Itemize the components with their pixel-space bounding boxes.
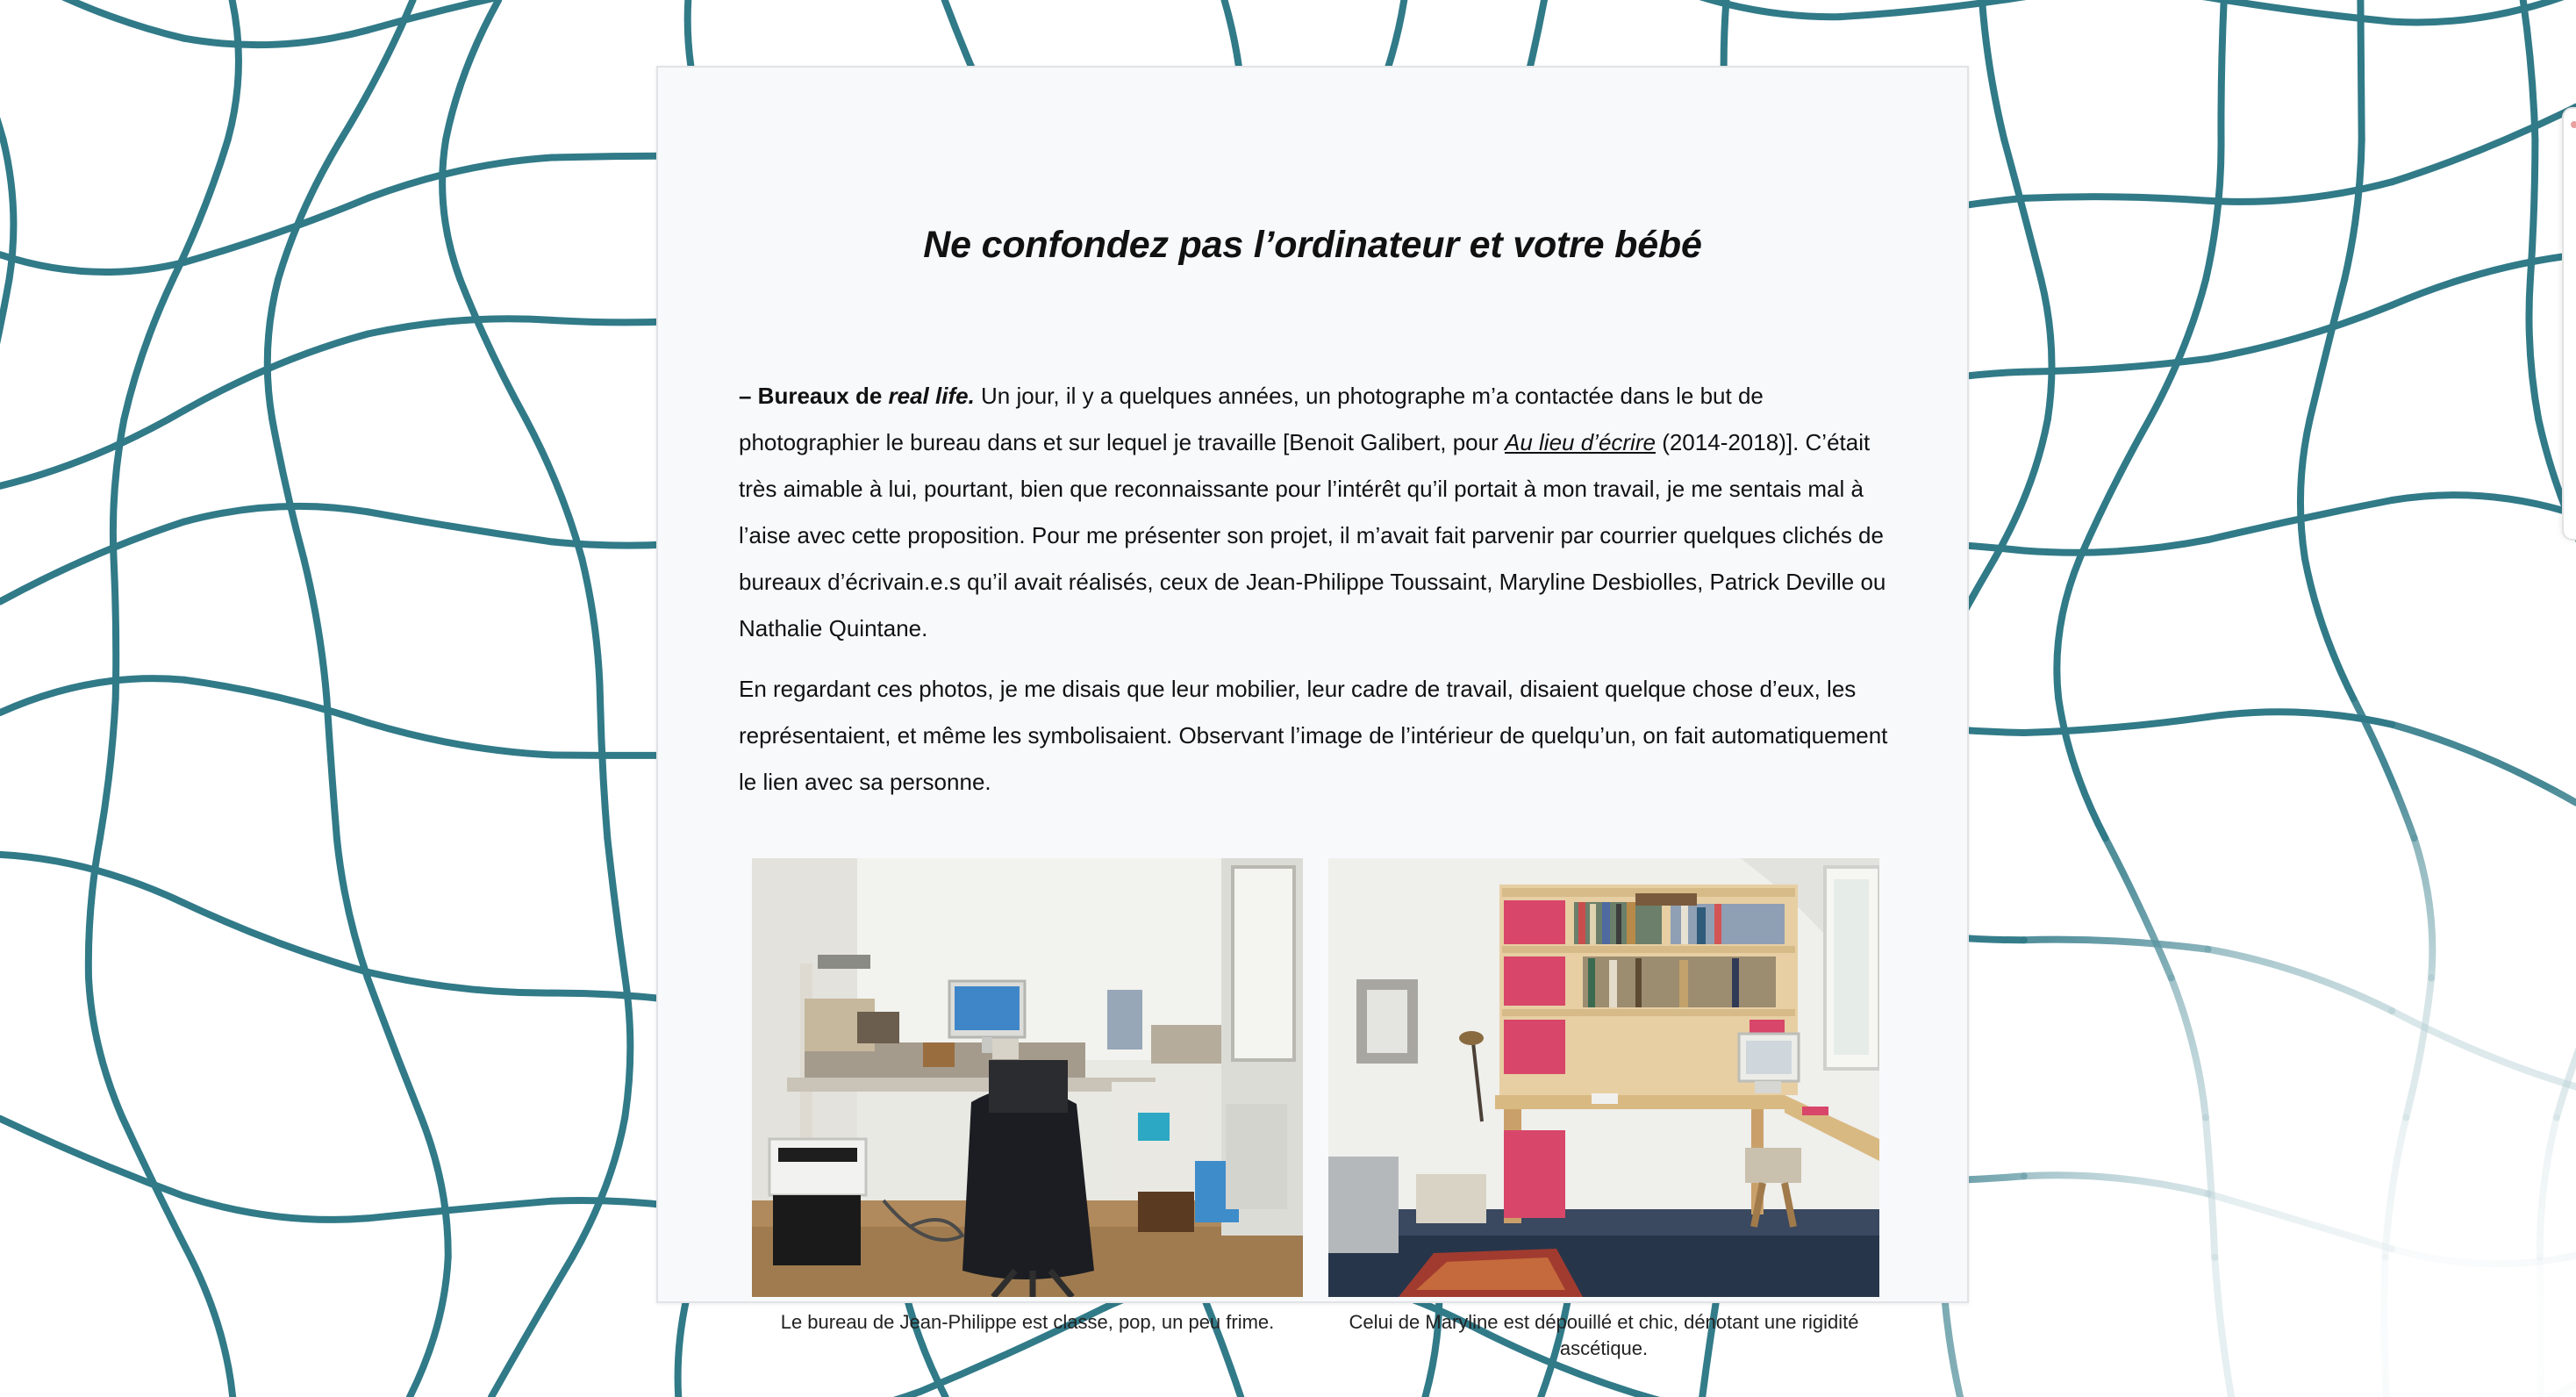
paragraph-1-text-a: Un jour, il y a quelques années, un photographe m’a contactée dans le but de photographier le bureau dans et sur lequel je travaille [Benoit Galibert, pour	[739, 383, 1764, 455]
grid-line	[268, 279, 278, 419]
grid-line	[625, 978, 630, 1117]
photo-bureau-maryline[interactable]	[1328, 858, 1879, 1297]
grid-line	[607, 838, 625, 978]
grid-line	[2530, 140, 2536, 279]
grid-line	[460, 279, 526, 419]
grid-line	[0, 0, 4, 140]
grid-line	[2301, 419, 2310, 559]
grid-line	[123, 1118, 191, 1257]
article-body	[739, 373, 1906, 820]
grid-line	[1994, 419, 2048, 559]
grid-line	[0, 678, 184, 713]
grid-line	[2344, 140, 2362, 279]
grid-line	[184, 1196, 369, 1220]
lead-italic: real life.	[888, 383, 975, 409]
grid-line	[2529, 279, 2538, 419]
grid-line	[368, 512, 552, 541]
grid-line	[2057, 559, 2079, 698]
paragraph-2: En regardant ces photos, je me disais que leur mobilier, leur cadre de travail, disaient quelque chose d’eux, les représentaient, et même les symbolisaient. Observant l’image de l’intérieur de quelqu’un, on fait automatiquement le lien avec sa personne.	[739, 676, 1888, 795]
grid-line	[368, 158, 552, 198]
grid-line	[0, 279, 10, 419]
grid-line	[2079, 419, 2150, 559]
side-panel-tab[interactable]	[2562, 107, 2576, 541]
grid-line	[184, 198, 369, 262]
photo-bureau-jean-philippe[interactable]	[752, 858, 1303, 1297]
paragraph-1-text-b: (2014-2018)]. C’était très aimable à lui, pourtant, bien que reconnaissante pour l’intérêt qu’il portait à mon travail, je me sentais mal à l’aise avec cette proposition. Pour me présenter son projet, il m’avait fait parvenir par courrier quelques clichés de bureaux d’écrivain.e.s qu’il avait réalisés, ceux de Jean-Philippe Toussaint, Maryline Desbiolles, Patrick Deville ou Nathalie Quintane.	[739, 429, 1886, 641]
grid-line	[1982, 0, 2004, 140]
grid-line	[337, 838, 368, 978]
grid-line	[442, 140, 460, 279]
grid-line	[2041, 279, 2051, 419]
grid-line	[410, 1257, 448, 1397]
grid-line	[0, 254, 184, 272]
tab-indicator-icon	[2571, 121, 2576, 128]
lead-bold: – Bureaux de real life.	[739, 383, 975, 409]
grid-line	[368, 0, 552, 30]
grid-line	[184, 30, 369, 45]
grid-line	[2392, 255, 2576, 305]
grid-line	[582, 559, 600, 698]
grid-line	[2206, 140, 2221, 279]
grid-line	[89, 838, 100, 978]
grid-line	[184, 903, 369, 972]
grid-line	[736, 1392, 920, 1397]
grid-line	[1656, 0, 1840, 17]
au-lieu-decrire-link[interactable]: Au lieu d’écrire	[1504, 429, 1656, 455]
grid-line	[368, 1201, 552, 1219]
grid-line	[0, 411, 184, 486]
grid-line	[0, 522, 184, 602]
paragraph-1	[739, 373, 1906, 652]
grid-line	[2208, 182, 2393, 202]
grid-line	[304, 559, 326, 698]
grid-line	[2024, 540, 2208, 553]
grid-line	[572, 1118, 625, 1257]
grid-line	[228, 0, 239, 140]
grid-line	[2004, 140, 2041, 279]
grid-line	[2221, 0, 2223, 140]
figure-toussaint	[752, 858, 1303, 1336]
grid-line	[368, 319, 552, 333]
grid-line	[2208, 0, 2393, 22]
grid-line	[2392, 0, 2576, 22]
grid-line	[272, 419, 304, 559]
article-card	[656, 66, 1969, 1359]
grid-line	[2305, 559, 2353, 698]
article-title: Ne confondez pas l’ordinateur et votre bébé	[923, 224, 1702, 266]
grid-line	[2523, 0, 2536, 140]
grid-line	[368, 723, 552, 756]
grid-line	[0, 0, 184, 39]
grid-line	[114, 559, 117, 698]
grid-line	[190, 1257, 233, 1397]
grid-line	[368, 972, 552, 993]
grid-line	[368, 978, 421, 1117]
grid-line	[326, 698, 337, 838]
figure-desbiolles	[1328, 858, 1879, 1362]
grid-line	[113, 419, 125, 559]
grid-line	[491, 1257, 572, 1397]
grid-line	[184, 680, 369, 723]
grid-line	[2310, 279, 2345, 419]
grid-line	[2024, 717, 2208, 733]
figure-caption: Celui de Maryline est dépouillé et chic, dénotant une rigidité ascétique.	[1349, 1311, 1859, 1359]
grid-line	[184, 506, 369, 522]
grid-line	[124, 279, 173, 419]
figure-caption: Le bureau de Jean-Philippe est classe, pop, un peu frime.	[780, 1311, 1275, 1333]
grid-line	[2024, 197, 2208, 201]
background-fade	[1930, 790, 2576, 1397]
grid-line	[341, 0, 413, 140]
grid-line	[2208, 305, 2393, 359]
grid-line	[600, 698, 607, 838]
grid-line	[1840, 0, 2024, 17]
grid-line	[446, 0, 498, 140]
grid-line	[2150, 279, 2206, 419]
grid-line	[184, 334, 369, 411]
grid-line	[2360, 0, 2361, 140]
grid-line	[2392, 107, 2576, 183]
grid-line	[89, 978, 123, 1117]
grid-line	[421, 1118, 448, 1257]
grid-line	[100, 698, 116, 838]
grid-line	[2392, 495, 2576, 514]
